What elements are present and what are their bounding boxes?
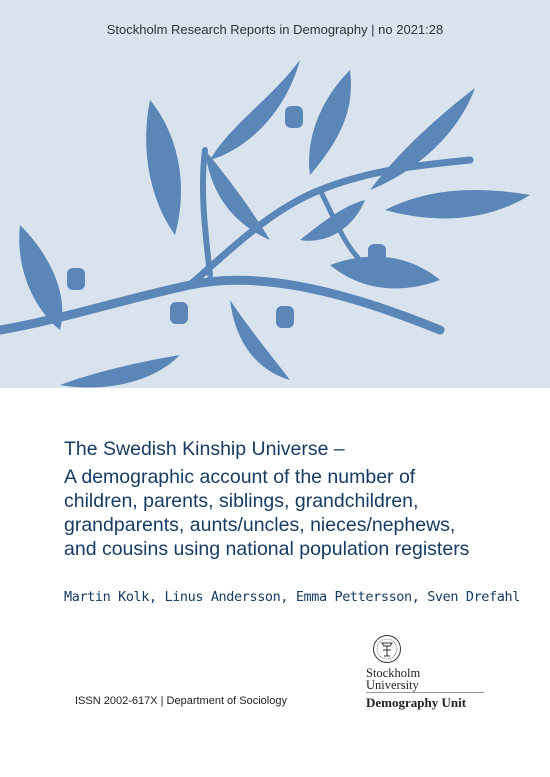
- olive-branch-icon: [0, 0, 550, 388]
- university-seal-icon: [372, 634, 402, 664]
- subtitle-line: grandparents, aunts/uncles, nieces/nephews,: [64, 514, 456, 536]
- university-name-line: University: [366, 678, 419, 692]
- university-logo: [358, 630, 488, 712]
- university-name: [366, 667, 420, 691]
- report-series: Stockholm Research Reports in Demography | no 2021:28: [106, 22, 444, 37]
- subtitle-line: A demographic account of the number of: [64, 466, 416, 488]
- demography-unit: Demography Unit: [366, 695, 467, 710]
- issn-footer: ISSN 2002-617X | Department of Sociology: [75, 695, 287, 707]
- title-subtitle: [64, 465, 534, 561]
- logo-divider: [366, 692, 484, 693]
- report-title: [64, 437, 534, 561]
- university-name-line: Stockholm: [366, 666, 421, 680]
- title-main: The Swedish Kinship Universe –: [64, 438, 345, 460]
- author-list: Martin Kolk, Linus Andersson, Emma Pettersson, Sven Drefahl: [64, 589, 520, 605]
- subtitle-line: and cousins using national population registers: [64, 538, 470, 560]
- subtitle-line: children, parents, siblings, grandchildren,: [64, 490, 419, 512]
- cover-illustration: [0, 0, 550, 388]
